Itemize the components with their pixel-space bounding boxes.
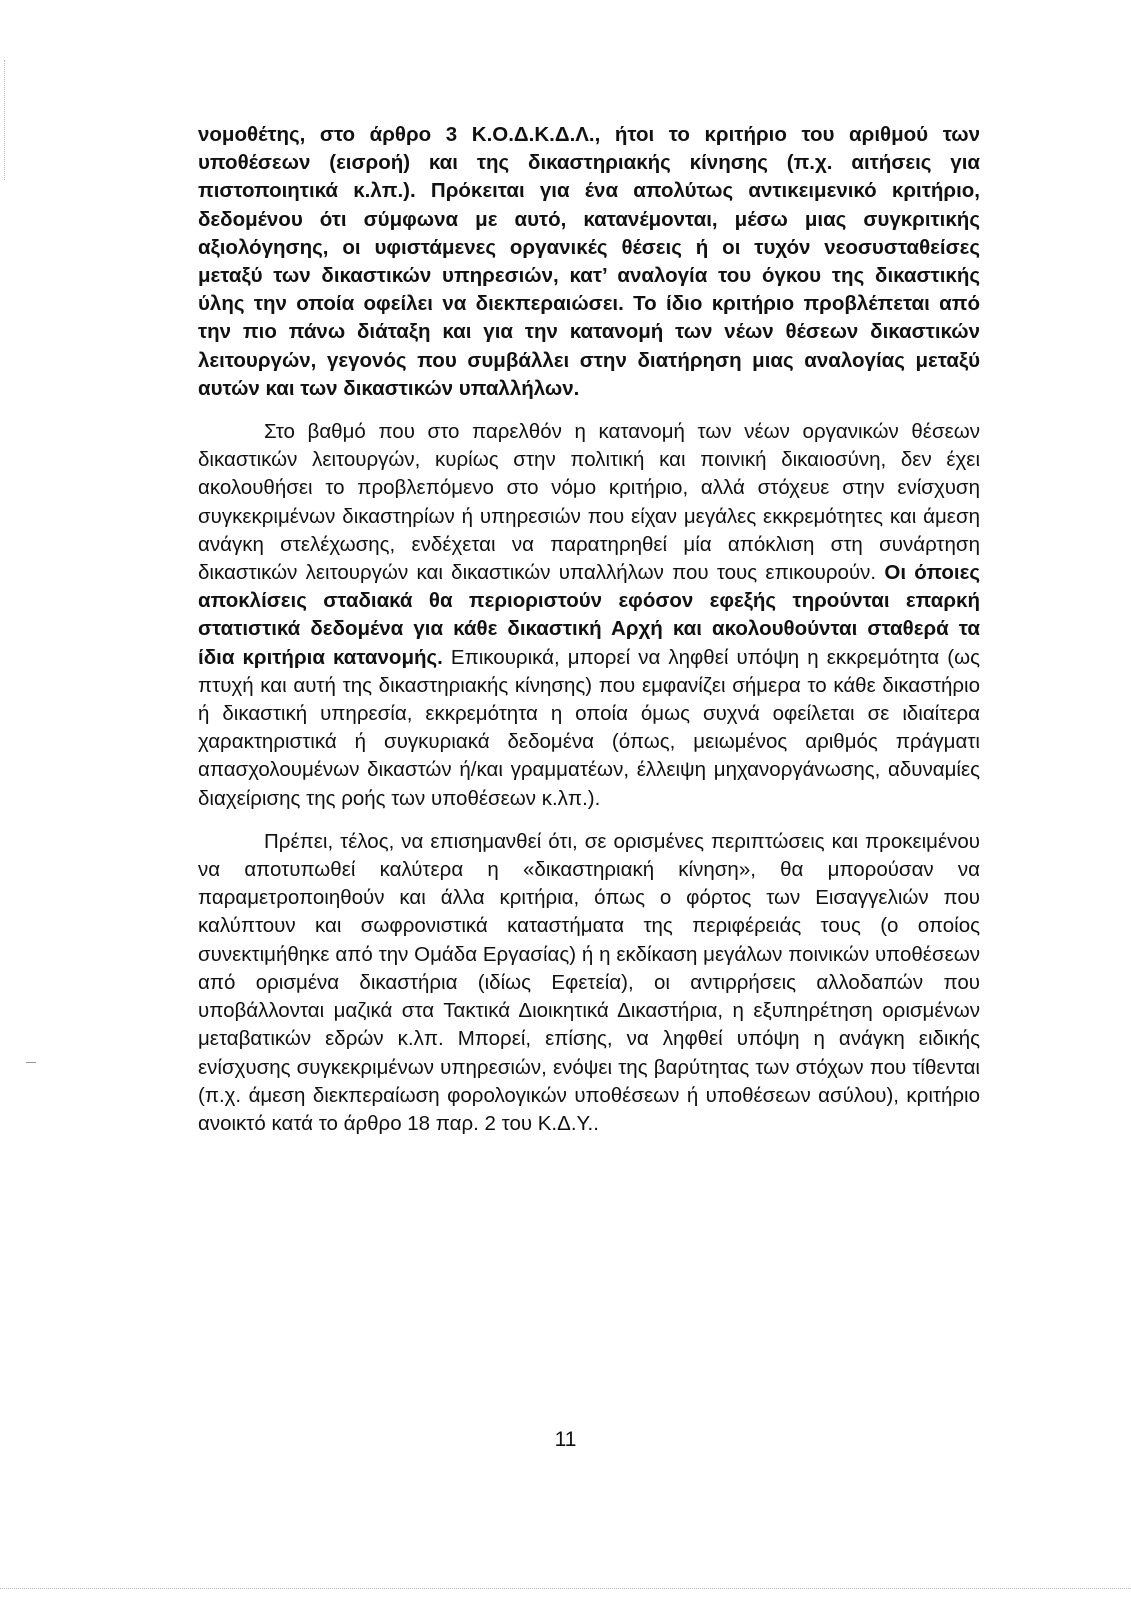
document-body xyxy=(198,121,980,1138)
paragraph-2-text-b: Επικουρικά, μπορεί να ληφθεί υπόψη η εκκρεμότητα (ως πτυχή και αυτή της δικαστηριακής κίνησης) που εμφανίζει σήμερα το κάθε δικαστήριο ή δικαστική υπηρεσία, εκκρεμότητα η οποία όμως συχνά οφείλεται σε ιδιαίτερα χαρακτηριστικά ή συγκυριακά δεδομένα (όπως, μειωμένος αριθμός πράγματι απασχολουμένων δικαστών ή/και γραμματέων, έλλειψη μηχανοργάνωσης, αδυναμίες διαχείρισης της ροής των υποθέσεων κ.λπ.). xyxy=(198,645,981,810)
paragraph-2-text-a: Στο βαθμό που στο παρελθόν η κατανομή των νέων οργανικών θέσεων δικαστικών λειτουργών, κυρίως στην πολιτική και ποινική δικαιοσύνη, δεν έχει ακολουθήσει το προβλεπόμενο στο νόμο κριτήριο, αλλά στόχευε στην ενίσχυση συγκεκριμένων δικαστηρίων ή υπηρεσιών που είχαν μεγάλες εκκρεμότητες και άμεση ανάγκη στελέχωσης, ενδέχεται να παρατηρηθεί μία απόκλιση στη συνάρτηση δικαστικών λειτουργών και δικαστικών υπαλλήλων που τους επικουρούν. xyxy=(198,420,980,585)
paragraph-3 xyxy=(198,828,980,1138)
paragraph-3-text: Πρέπει, τέλος, να επισημανθεί ότι, σε ορισμένες περιπτώσεις και προκειμένου να αποτυπωθεί καλύτερα η «δικαστηριακή κίνηση», θα μπορούσαν να παραμετροποιηθούν και άλλα κριτήρια, όπως ο φόρτος των Εισαγγελιών που καλύπτουν και σωφρονιστικά καταστήματα της περιφέρειάς τους (ο οποίος συνεκτιμήθηκε από την Ομάδα Εργασίας) ή η εκδίκαση μεγάλων ποινικών υποθέσεων από ορισμένα δικαστήρια (ιδίως Εφετεία), οι αντιρρήσεις αλλοδαπών που υποβάλλονται μαζικά στα Τακτικά Διοικητικά Δικαστήρια, η εξυπηρέτηση ορισμένων μεταβατικών εδρών κ.λπ. Μπορεί, επίσης, να ληφθεί υπόψη η ανάγκη ειδικής ενίσχυσης συγκεκριμένων υπηρεσιών, ενόψει της βαρύτητας των στόχων που τίθενται (π.χ. άμεση διεκπεραίωση φορολογικών υποθέσεων ή υποθέσεων ασύλου), κριτήριο ανοικτό κατά το άρθρο 18 παρ. 2 του Κ.Δ.Υ.. xyxy=(198,829,980,1135)
paragraph-1 xyxy=(198,121,980,403)
paragraph-1-bold-text: νομοθέτης, στο άρθρο 3 Κ.Ο.Δ.Κ.Δ.Λ., ήτοι το κριτήριο του αριθμού των υποθέσεων (εισροή) και της δικαστηριακής κίνησης (π.χ. αιτήσεις για πιστοποιητικά κ.λπ.). Πρόκειται για ένα απολύτως αντικειμενικό κριτήριο, δεδομένου ότι σύμφωνα με αυτό, κατανέμονται, μέσω μιας συγκριτικής αξιολόγησης, οι υφιστάμενες οργανικές θέσεις ή οι τυχόν νεοσυσταθείσες μεταξύ των δικαστικών υπηρεσιών, κατ’ αναλογία του όγκου της δικαστικής ύλης την οποία οφείλει να διεκπεραιώσει. Το ίδιο κριτήριο προβλέπεται από την πιο πάνω διάταξη και για την κατανομή των νέων θέσεων δικαστικών λειτουργών, γεγονός που συμβάλλει στην διατήρηση μιας αναλογίας μεταξύ αυτών και των δικαστικών υπαλλήλων. xyxy=(198,123,980,400)
scan-artifact-left-edge xyxy=(4,60,7,180)
scan-artifact-dash xyxy=(26,1062,36,1063)
paragraph-2-bold-text: Οι όποιες αποκλίσεις σταδιακά θα περιοριστούν εφόσον εφεξής τηρούνται επαρκή στατιστικά δεδομένα για κάθε δικαστική Αρχή και ακολουθούνται σταθερά τα ίδια κριτήρια κατανομής. xyxy=(198,561,980,669)
page-number: 11 xyxy=(554,1428,577,1451)
scan-artifact-bottom-edge xyxy=(0,1588,1131,1589)
paragraph-2 xyxy=(198,418,980,813)
